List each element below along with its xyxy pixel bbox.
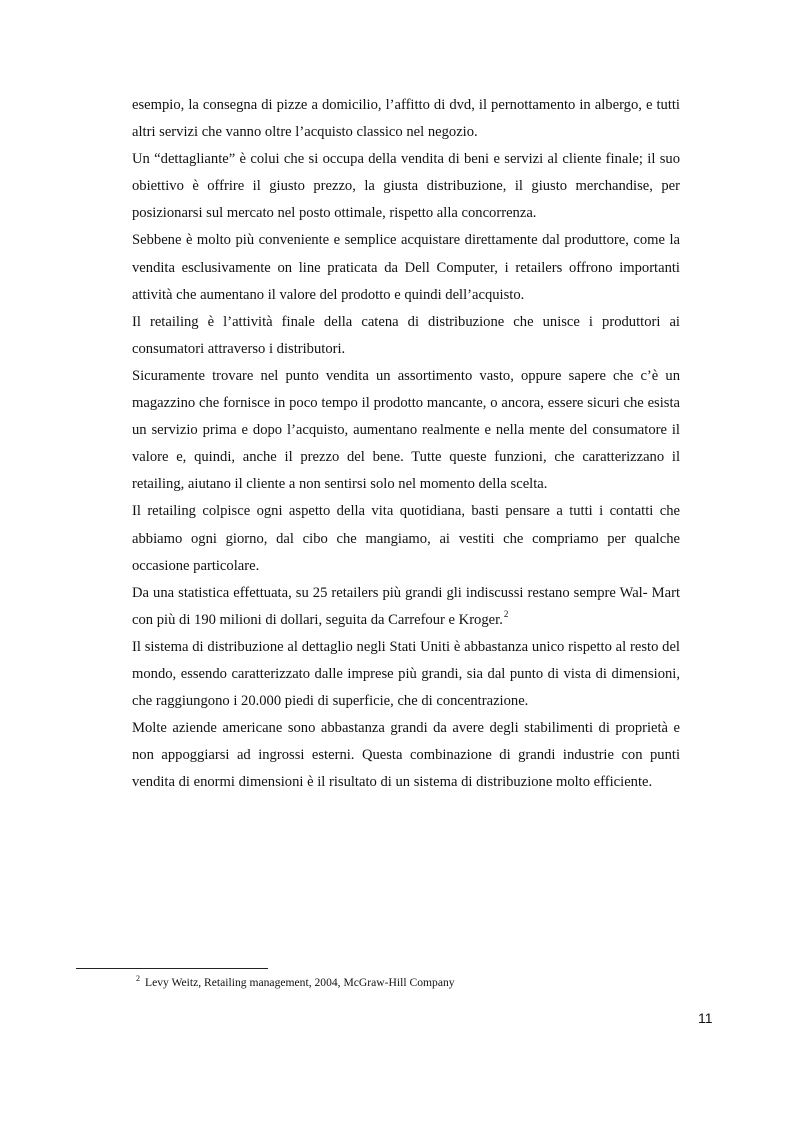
paragraph: Il retailing è l’attività finale della catena di distribuzione che unisce i produttori ai consumatori attraverso i distributori. — [132, 313, 680, 357]
paragraph: esempio, la consegna di pizze a domicilio, l’affitto di dvd, il pernottamento in albergo, e tutti altri servizi che vanno oltre l’acquisto classico nel negozio. — [132, 97, 680, 141]
paragraph: Molte aziende americane sono abbastanza grandi da avere degli stabilimenti di proprietà e non appoggiarsi ad ingrossi esterni. Questa combinazione di grandi industrie con punti vendita di enormi dimensioni è il risultato di un sistema di distribuzione molto efficiente. — [132, 720, 680, 791]
body-text — [132, 92, 680, 796]
page-number: 11 — [698, 1010, 713, 1026]
paragraph-with-footnote-ref — [132, 580, 680, 634]
footnote-separator — [76, 968, 268, 969]
paragraph: Sebbene è molto più conveniente e semplice acquistare direttamente dal produttore, come la vendita esclusivamente on line praticata da Dell Computer, i retailers offrono importanti attività che aumentano il valore del prodotto e quindi dell’acquisto. — [132, 232, 680, 303]
footnote — [136, 975, 455, 991]
footnote-reference[interactable]: 2 — [503, 608, 509, 619]
footnote-number: 2 — [136, 974, 140, 983]
paragraph: Il sistema di distribuzione al dettaglio negli Stati Uniti è abbastanza unico rispetto al resto del mondo, essendo caratterizzato dalle imprese più grandi, sia dal punto di vista di dimensioni, che raggiungono i 20.000 piedi di superficie, che di concentrazione. — [132, 638, 680, 710]
footnote-text: Levy Weitz, Retailing management, 2004, McGraw-Hill Company — [145, 976, 455, 989]
paragraph: Un “dettagliante” è colui che si occupa della vendita di beni e servizi al cliente finale; il suo obiettivo è offrire il giusto prezzo, la giusta distribuzione, il giusto merchandise, per posizionarsi sul mercato nel posto ottimale, rispetto alla concorrenza. — [132, 151, 680, 222]
paragraph: Il retailing colpisce ogni aspetto della vita quotidiana, basti pensare a tutti i contatti che abbiamo ogni giorno, dal cibo che mangiamo, ai vestiti che compriamo per qualche occasione particolare. — [132, 503, 680, 574]
paragraph: Sicuramente trovare nel punto vendita un assortimento vasto, oppure sapere che c’è un magazzino che fornisce in poco tempo il prodotto mancante, o ancora, essere sicuri che esista un servizio prima e dopo l’acquisto, aumentano realmente e nella mente del consumatore il valore e, quindi, anche il prezzo del bene. Tutte queste funzioni, che caratterizzano il retailing, aiutano il cliente a non sentirsi solo nel momento della scelta. — [132, 367, 680, 493]
paragraph-text: Da una statistica effettuata, su 25 retailers più grandi gli indiscussi restano sempre Wal- Mart con più di 190 milioni di dollari, seguita da Carrefour e Kroger. — [132, 584, 680, 628]
